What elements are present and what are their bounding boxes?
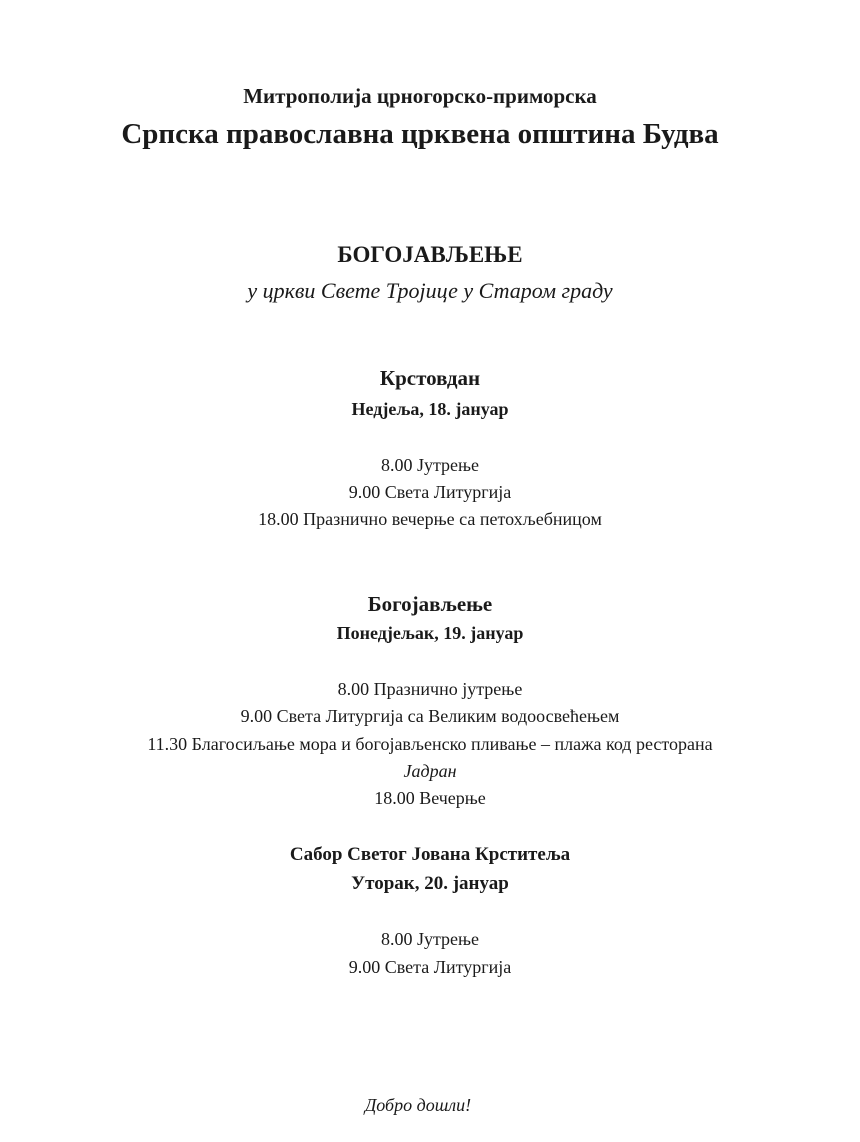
schedule-item: 18.00 Празнично вечерње са петохљебницом <box>258 509 602 529</box>
schedule-item: 8.00 Јутрење <box>380 455 480 475</box>
schedule-item-continuation: Јадран <box>403 761 457 781</box>
schedule-item: 18.00 Вечерње <box>374 788 486 808</box>
schedule-item: 9.00 Света Литургија са Великим водоосвећењем <box>240 706 620 726</box>
section-krstovdan-date: Недјеља, 18. јануар <box>351 399 509 419</box>
metropolis-heading: Митрополија црногорско-приморска <box>243 84 597 108</box>
schedule-item: 11.30 Благосиљање мора и богојављенско пливање – плажа код ресторана <box>147 734 713 754</box>
feast-location: у цркви Свете Тројице у Старом граду <box>247 278 613 303</box>
schedule-item: 8.00 Јутрење <box>380 929 480 949</box>
welcome-footer: Добро дошли! <box>364 1095 472 1115</box>
schedule-item: 9.00 Света Литургија <box>348 482 512 502</box>
section-sabor-title: Сабор Светог Јована Крститеља <box>289 844 571 865</box>
parish-heading: Српска православна црквена општина Будва <box>121 118 719 150</box>
section-sabor-date: Уторак, 20. јануар <box>351 873 509 894</box>
schedule-item: 9.00 Света Литургија <box>348 957 512 977</box>
feast-title: БОГОЈАВЉЕЊЕ <box>337 242 523 267</box>
section-bogojavljenje-date: Понедјељак, 19. јануар <box>336 623 524 643</box>
section-krstovdan-title: Крстовдан <box>379 366 481 390</box>
schedule-item: 8.00 Празнично јутрење <box>337 679 523 699</box>
section-bogojavljenje-title: Богојављење <box>367 592 493 616</box>
